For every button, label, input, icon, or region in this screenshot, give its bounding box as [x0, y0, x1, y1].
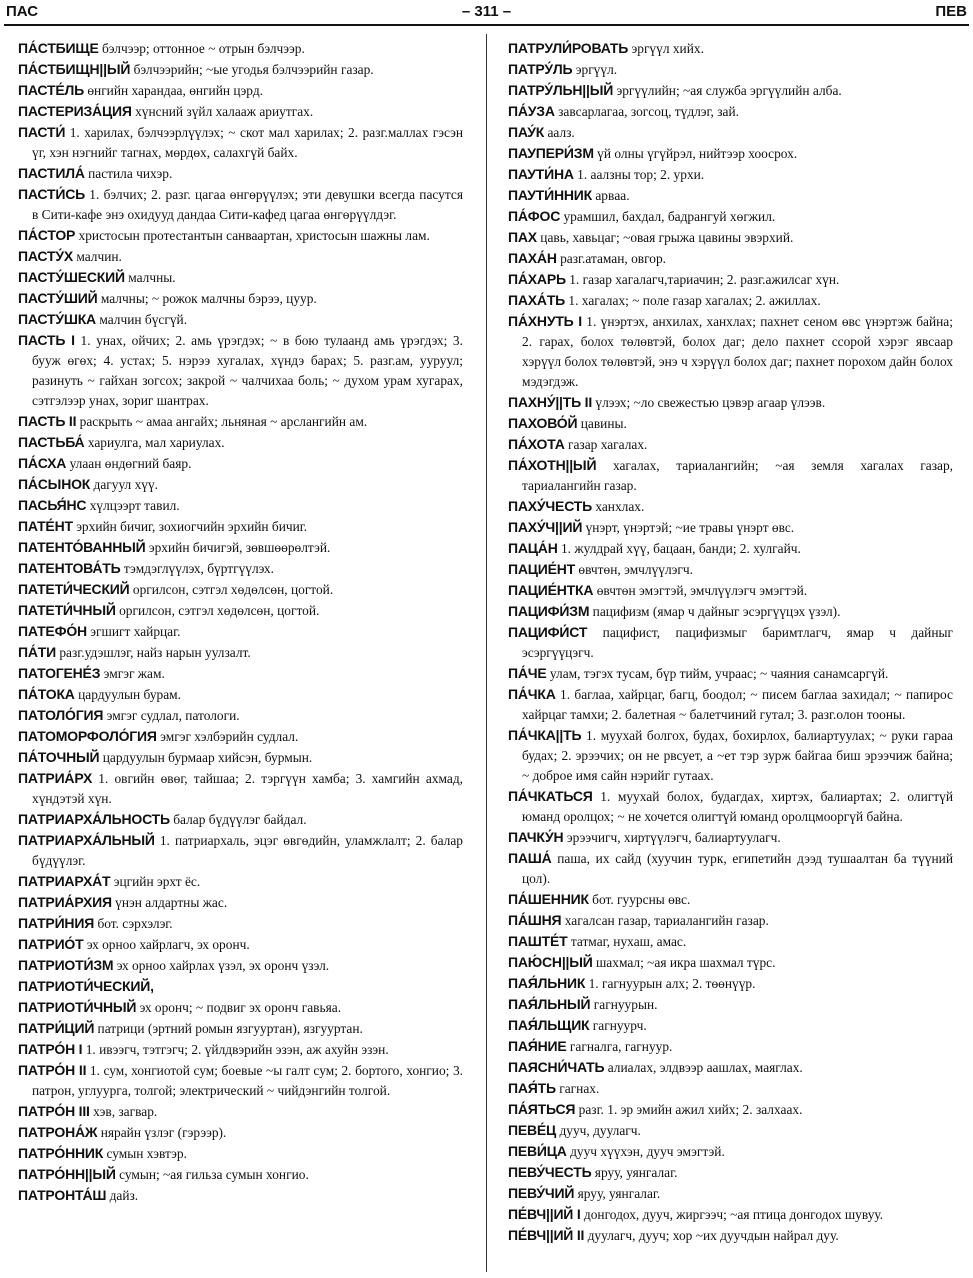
entry-headword: ПА́ШНЯ — [508, 912, 562, 928]
dictionary-entry — [508, 827, 953, 848]
dictionary-entry — [508, 1141, 953, 1162]
page-header — [0, 0, 973, 26]
entry-definition: оргилсон, сэтгэл хөдөлсөн, цогтой. — [119, 603, 320, 618]
entry-definition: эгшигт хайрцаг. — [90, 624, 181, 639]
entry-headword: ПАТЕТИ́ЧНЫЙ — [18, 602, 116, 618]
entry-definition: өнгийн харандаа, өнгийн цэрд. — [87, 83, 263, 98]
entry-definition: эргүүлийн; ~ая служба эргүүлийн алба. — [616, 83, 842, 98]
entry-headword: ПЕВЕ́Ц — [508, 1122, 557, 1138]
entry-headword: ПАТРИАРХА́ЛЬНЫЙ — [18, 832, 155, 848]
entry-definition: дууч хүүхэн, дууч эмэгтэй. — [570, 1144, 725, 1159]
dictionary-entry — [18, 1018, 463, 1039]
entry-headword: ПАТРИАРХА́Т — [18, 873, 111, 889]
dictionary-entry — [18, 768, 463, 809]
entry-headword: ПА́СТБИЩЕ — [18, 40, 99, 56]
entry-headword: ПАСТЬБА́ — [18, 434, 85, 450]
entry-definition: 1. унах, ойчих; 2. амь үрэгдэх; ~ в бою тулаанд амь үрэгдэх; 3. бууж өгөх; 4. устах; 5. нэрээ хугалах, хүндэ барах; 5. разг.ам, ууруул; разинуть ~ гайхан зогсох; закрой ~ чалчихаа боль; ~ духом урам хугарах, сэтгэлээр унах, зориг шантрах. — [32, 333, 463, 408]
entry-definition: хүлцээрт тавил. — [89, 498, 180, 513]
entry-definition: малчны; ~ рожок малчны бэрээ, цуур. — [100, 291, 317, 306]
entry-headword: ПАТЕНТО́ВАННЫЙ — [18, 539, 146, 555]
dictionary-entry — [508, 931, 953, 952]
entry-headword: ПЕВУ́ЧИЙ — [508, 1185, 575, 1201]
dictionary-entry — [508, 1015, 953, 1036]
entry-headword: ПАТЕТИ́ЧЕСКИЙ — [18, 581, 130, 597]
entry-definition: эцгийн эрхт ёс. — [113, 874, 201, 889]
dictionary-entry — [508, 269, 953, 290]
entry-definition: эх орноо хайрлагч, эх оронч. — [86, 937, 250, 952]
entry-headword: ПАХНУ́||ТЬ II — [508, 394, 593, 410]
dictionary-entry — [508, 1162, 953, 1183]
entry-headword: ПЕВУ́ЧЕСТЬ — [508, 1164, 592, 1180]
left-column — [18, 38, 463, 1206]
dictionary-entry — [18, 621, 463, 642]
entry-headword: ПАТРИА́РХ — [18, 770, 93, 786]
dictionary-entry — [508, 59, 953, 80]
entry-headword: ПАЦИЕ́НТ — [508, 561, 576, 577]
entry-headword: ПАХОВО́Й — [508, 415, 578, 431]
dictionary-entry — [18, 642, 463, 663]
entry-headword: ПА́СТОР — [18, 227, 76, 243]
entry-headword: ПАЯ́ЛЬНЫЙ — [508, 996, 591, 1012]
entry-headword: ПАУ́К — [508, 124, 545, 140]
entry-headword: ПАТРИ́НИЯ — [18, 915, 95, 931]
dictionary-entry — [18, 600, 463, 621]
dictionary-entry — [508, 227, 953, 248]
entry-definition: үлээх; ~ло свежестью цэвэр агаар үлээв. — [595, 395, 826, 410]
dictionary-entry — [508, 1120, 953, 1141]
entry-headword: ПА́ЧКА||ТЬ — [508, 727, 582, 743]
entry-definition: сумын; ~ая гильза сумын хонгио. — [119, 1167, 309, 1182]
entry-definition: эх оронч; ~ подвиг эх оронч гавьяа. — [139, 1000, 342, 1015]
entry-headword: ПАУТИ́НА — [508, 166, 574, 182]
entry-definition: гагнуурч. — [592, 1018, 647, 1033]
entry-headword: ПАТРУ́ЛЬ — [508, 61, 573, 77]
entry-definition: бэлчээр; оттонное ~ отрын бэлчээр. — [101, 41, 305, 56]
dictionary-entry — [18, 267, 463, 288]
entry-headword: ПАТРО́НН||ЫЙ — [18, 1166, 116, 1182]
entry-definition: урамшил, бахдал, бадрангуй хөгжил. — [563, 209, 776, 224]
dictionary-entry — [18, 684, 463, 705]
dictionary-entry — [18, 1164, 463, 1185]
entry-headword: ПА́УЗА — [508, 103, 555, 119]
entry-definition: малчин бүсгүй. — [99, 312, 188, 327]
entry-definition: 1. гагнуурын алх; 2. төөнүүр. — [588, 976, 756, 991]
entry-definition: эргүүл. — [575, 62, 618, 77]
entry-definition: оргилсон, сэтгэл хөдөлсөн, цогтой. — [132, 582, 334, 597]
page-number: – 311 – — [461, 3, 512, 20]
entry-headword: ПАСТИ́СЬ — [18, 186, 85, 202]
entry-definition: донгодох, дууч, жиргээч; ~ая птица донгодох шувуу. — [583, 1207, 884, 1222]
entry-headword: ПАЯСНИ́ЧАТЬ — [508, 1059, 605, 1075]
entry-definition: 1. жулдрай хүү, бацаан, банди; 2. хулгайч. — [560, 541, 801, 556]
dictionary-entry — [18, 309, 463, 330]
entry-definition: цардуулын бурам. — [78, 687, 181, 702]
entry-definition: 1. ивээгч, тэтгэгч; 2. үйлдвэрийн эзэн, аж ахуйн эзэн. — [85, 1042, 389, 1057]
entry-definition: паша, их сайд (хуучин турк, египетийн дээд тушаалтан ба түүний цол). — [522, 851, 953, 886]
entry-definition: эмгэг жам. — [103, 666, 165, 681]
entry-definition: 1. баглаа, хайрцаг, багц, боодол; ~ писем баглаа захидал; ~ папирос хайрцаг тамхи; 2. балетная ~ балетчиний гутал; 3. разг.олон тооны. — [522, 687, 953, 722]
dictionary-entry — [508, 559, 953, 580]
entry-headword: ПАСТЕРИЗА́ЦИЯ — [18, 103, 132, 119]
entry-headword: ПАТРО́ННИК — [18, 1145, 104, 1161]
entry-headword: ПА́ТОКА — [18, 686, 75, 702]
entry-headword: ПАТРОНТА́Ш — [18, 1187, 107, 1203]
dictionary-entry — [18, 705, 463, 726]
entry-headword: ПАСТУ́ШКА — [18, 311, 96, 327]
entry-definition: дайз. — [109, 1188, 139, 1203]
dictionary-entry — [508, 122, 953, 143]
entry-headword: ПАЧКУ́Н — [508, 829, 564, 845]
entry-headword: ПА́ШЕННИК — [508, 891, 589, 907]
entry-definition: эрээчигч, хиртүүлэгч, балиартуулагч. — [566, 830, 781, 845]
dictionary-entry — [18, 1143, 463, 1164]
entry-definition: хүнсний зүйл халааж ариутгах. — [135, 104, 314, 119]
entry-definition: цавь, хавьцаг; ~овая грыжа цавины эвэрхий. — [540, 230, 794, 245]
dictionary-entry — [508, 538, 953, 559]
entry-definition: эрхийн бичигэй, зөвшөөрөлтэй. — [148, 540, 331, 555]
dictionary-entry — [508, 496, 953, 517]
dictionary-entry — [508, 1036, 953, 1057]
entry-headword: ПАТРУЛИ́РОВАТЬ — [508, 40, 629, 56]
entry-headword: ПАТРИОТИ́ЗМ — [18, 957, 114, 973]
entry-definition: хэв, загвар. — [93, 1104, 158, 1119]
entry-definition: хариулга, мал хариулах. — [87, 435, 225, 450]
entry-definition: патрици (эртний ромын язгууртан), язгууртан. — [97, 1021, 363, 1036]
entry-headword: ПАТОГЕНЕ́З — [18, 665, 101, 681]
entry-definition: татмаг, нухаш, амас. — [570, 934, 687, 949]
entry-definition: эмгэг судлал, патологи. — [106, 708, 240, 723]
entry-definition: цавины. — [580, 416, 627, 431]
dictionary-entry — [508, 848, 953, 889]
dictionary-entry — [508, 185, 953, 206]
dictionary-entry — [18, 1122, 463, 1143]
dictionary-entry — [18, 997, 463, 1018]
dictionary-entry — [18, 558, 463, 579]
header-right-guideword: ПЕВ — [935, 3, 967, 20]
entry-definition: эргүүл хийх. — [631, 41, 704, 56]
column-divider — [486, 34, 487, 1272]
entry-definition: пацифист, пацифизмыг баримтлагч, ямар ч дайныг эсэргүүцэгч. — [522, 625, 953, 660]
entry-headword: ПАТЕНТОВА́ТЬ — [18, 560, 121, 576]
entry-definition: улаан өндөгний баяр. — [69, 456, 192, 471]
entry-headword: ПАТРУ́ЛЬН||ЫЙ — [508, 82, 614, 98]
entry-definition: өвчтөн эмэгтэй, эмчлүүлэгч эмэгтэй. — [596, 583, 808, 598]
dictionary-entry — [18, 976, 463, 997]
entry-definition: пастила чихэр. — [88, 166, 173, 181]
entry-definition: балар бүдүүлэг байдал. — [173, 812, 307, 827]
entry-definition: 1. бэлчих; 2. разг. цагаа өнгөрүүлэх; эти девушки всегда пасутся в Сити-кафе энэ охидууд дандаа Сити-кафед цагаа өнгөрүүлдэг. — [32, 187, 463, 222]
dictionary-entry — [18, 934, 463, 955]
dictionary-entry — [508, 684, 953, 725]
dictionary-entry — [18, 474, 463, 495]
entry-headword: ПА́СХА — [18, 455, 67, 471]
dictionary-entry — [18, 122, 463, 163]
entry-headword: ПА́СЫНОК — [18, 476, 91, 492]
entry-headword: ПА́ТОЧНЫЙ — [18, 749, 100, 765]
dictionary-entry — [18, 726, 463, 747]
entry-headword: ПАТРОНА́Ж — [18, 1124, 98, 1140]
dictionary-entry — [508, 580, 953, 601]
dictionary-entry — [18, 537, 463, 558]
entry-headword: ПА́ЧКА — [508, 686, 556, 702]
dictionary-entry — [18, 1039, 463, 1060]
entry-definition: яруу, уянгалаг. — [594, 1165, 678, 1180]
dictionary-entry — [18, 38, 463, 59]
entry-headword: ПА́ФОС — [508, 208, 561, 224]
entry-headword: ПАСТИЛА́ — [18, 165, 85, 181]
entry-definition: дагуул хүү. — [93, 477, 159, 492]
dictionary-entry — [18, 59, 463, 80]
entry-headword: ПАТРО́Н I — [18, 1041, 83, 1057]
dictionary-entry — [18, 184, 463, 225]
dictionary-entry — [508, 663, 953, 684]
dictionary-entry — [508, 101, 953, 122]
entry-headword: ПЕВИ́ЦА — [508, 1143, 567, 1159]
dictionary-entry — [508, 1099, 953, 1120]
entry-definition: хагалах, тариалангийн; ~ая земля хагалах газар, тариалангийн газар. — [522, 458, 954, 493]
entry-headword: ПА́ТИ — [18, 644, 56, 660]
entry-headword: ПЕ́ВЧ||ИЙ I — [508, 1206, 581, 1222]
entry-definition: нярайн үзлэг (гэрээр). — [100, 1125, 227, 1140]
dictionary-entry — [18, 246, 463, 267]
entry-definition: эрхийн бичиг, зохиогчийн эрхийн бичиг. — [76, 519, 308, 534]
entry-headword: ПАТЕФО́Н — [18, 623, 87, 639]
dictionary-entry — [18, 80, 463, 101]
entry-definition: цардуулын бурмаар хийсэн, бурмын. — [102, 750, 313, 765]
entry-definition: гагнах. — [559, 1081, 600, 1096]
dictionary-entry — [18, 809, 463, 830]
dictionary-entry — [508, 311, 953, 392]
dictionary-entry — [508, 889, 953, 910]
entry-definition: аалз. — [547, 125, 575, 140]
entry-definition: завсарлагаа, зогсоц, түдлэг, зай. — [558, 104, 739, 119]
entry-headword: ПА́ХАРЬ — [508, 271, 566, 287]
entry-definition: 1. патриархаль, эцэг өвгөдийн, уламжлалт; 2. балар бүдүүлэг. — [32, 833, 463, 868]
dictionary-entry — [508, 1204, 953, 1225]
entry-definition: гагналга, гагнуур. — [569, 1039, 673, 1054]
entry-definition: үнэрт, үнэртэй; ~ие травы үнэрт өвс. — [585, 520, 795, 535]
entry-headword: ПАЮ́СН||ЫЙ — [508, 954, 593, 970]
entry-definition: 1. сум, хонгиотой сум; боевые ~ы галт сум; 2. бортого, хонгио; 3. патрон, углуурга, толгой; электрический ~ чийдэнгийн толгой. — [32, 1063, 463, 1098]
entry-headword: ПАТРИОТИ́ЧНЫЙ — [18, 999, 137, 1015]
dictionary-entry — [18, 871, 463, 892]
dictionary-entry — [18, 225, 463, 246]
entry-definition: 1. муухай болгох, будах, бохирлох, балиартуулах; ~ руки гараа будах; 2. эрээчих; он не рвсует, а ~ет тэр зурж байгаа биш эрээчиж байна; ~ доброе имя сайн нэрийг гутаах. — [522, 728, 953, 783]
entry-headword: ПАТРО́Н III — [18, 1103, 90, 1119]
entry-headword: ПАСТЬ II — [18, 413, 77, 429]
entry-definition: ханхлах. — [595, 499, 645, 514]
entry-headword: ПА́ХОТН||ЫЙ — [508, 457, 597, 473]
dictionary-entry — [508, 80, 953, 101]
entry-headword: ПАСТУ́Х — [18, 248, 73, 264]
dictionary-entry — [508, 248, 953, 269]
entry-headword: ПАСЬЯ́НС — [18, 497, 87, 513]
entry-definition: эх орноо хайрлах үзэл, эх оронч үзэл. — [116, 958, 330, 973]
dictionary-entry — [18, 663, 463, 684]
entry-definition: 1. хагалах; ~ поле газар хагалах; 2. ажиллах. — [568, 293, 821, 308]
entry-headword: ПАЯ́ЛЬЩИК — [508, 1017, 590, 1033]
entry-definition: хагалсан газар, тариалангийн газар. — [564, 913, 769, 928]
entry-definition: 1. газар хагалагч,тариачин; 2. разг.ажилсаг хүн. — [569, 272, 840, 287]
entry-definition: дууч, дуулагч. — [559, 1123, 641, 1138]
entry-headword: ПАСТУ́ШИЙ — [18, 290, 98, 306]
entry-definition: үнэн алдартны жас. — [115, 895, 228, 910]
dictionary-entry — [18, 955, 463, 976]
entry-headword: ПАУТИ́ННИК — [508, 187, 592, 203]
entry-definition: разг.атаман, овгор. — [560, 251, 667, 266]
dictionary-entry — [508, 206, 953, 227]
dictionary-entry — [508, 601, 953, 622]
entry-headword: ПАУПЕРИ́ЗМ — [508, 145, 594, 161]
entry-headword: ПАХА́Н — [508, 250, 557, 266]
dictionary-entry — [18, 892, 463, 913]
entry-definition: бот. сэрхэлэг. — [97, 916, 173, 931]
entry-headword: ПАША́ — [508, 850, 552, 866]
dictionary-entry — [18, 1101, 463, 1122]
entry-definition: 1. харилах, бэлчээрлүүлэх; ~ скот мал харилах; 2. разг.маллах гэсэн үг, хэн нэгнийг тагнах, мөрдөх, салахгүй байх. — [32, 125, 463, 160]
entry-headword: ПАСТЕ́ЛЬ — [18, 82, 84, 98]
entry-headword: ПАШТЕ́Т — [508, 933, 568, 949]
entry-definition: бот. гуурсны өвс. — [592, 892, 691, 907]
entry-headword: ПА́СТБИЩН||ЫЙ — [18, 61, 131, 77]
dictionary-entry — [508, 1183, 953, 1204]
entry-headword: ПАТРО́Н II — [18, 1062, 87, 1078]
entry-headword: ПА́ЧКАТЬСЯ — [508, 788, 593, 804]
entry-headword: ПАХУ́ЧЕСТЬ — [508, 498, 592, 514]
dictionary-entry — [508, 517, 953, 538]
entry-headword: ПАТРИОТИ́ЧЕСКИЙ, — [18, 978, 154, 994]
entry-definition: яруу, уянгалаг. — [577, 1186, 661, 1201]
entry-definition: үй олны үгүйрэл, нийтээр хоосрох. — [597, 146, 798, 161]
header-left-guideword: ПАС — [6, 3, 39, 20]
dictionary-entry — [508, 164, 953, 185]
entry-definition: гагнуурын. — [593, 997, 658, 1012]
entry-headword: ПАЦИФИ́СТ — [508, 624, 588, 640]
dictionary-entry — [508, 1225, 953, 1246]
entry-headword: ПАХ — [508, 229, 537, 245]
dictionary-entry — [18, 830, 463, 871]
entry-headword: ПАТЕ́НТ — [18, 518, 73, 534]
entry-definition: 1. аалзны тор; 2. урхи. — [577, 167, 705, 182]
entry-headword: ПАЯ́ЛЬНИК — [508, 975, 586, 991]
entry-definition: сумын хэвтэр. — [106, 1146, 187, 1161]
entry-definition: бэлчээрийн; ~ые угодья бэлчээрийн газар. — [133, 62, 374, 77]
dictionary-entry — [18, 579, 463, 600]
entry-headword: ПЕ́ВЧ||ИЙ II — [508, 1227, 585, 1243]
dictionary-entry — [18, 516, 463, 537]
entry-headword: ПАЦА́Н — [508, 540, 558, 556]
dictionary-entry — [18, 747, 463, 768]
entry-definition: дуулагч, дууч; хор ~их дуучдын найрал дуу. — [587, 1228, 839, 1243]
entry-headword: ПАХА́ТЬ — [508, 292, 566, 308]
dictionary-entry — [508, 455, 953, 496]
dictionary-entry — [508, 392, 953, 413]
dictionary-entry — [508, 786, 953, 827]
dictionary-entry — [18, 101, 463, 122]
entry-headword: ПАХУ́Ч||ИЙ — [508, 519, 583, 535]
dictionary-entry — [508, 622, 953, 663]
entry-definition: өвчтөн, эмчлүүлэгч. — [578, 562, 693, 577]
entry-definition: малчны. — [128, 270, 176, 285]
entry-headword: ПА́ХНУТЬ I — [508, 313, 582, 329]
dictionary-entry — [508, 973, 953, 994]
dictionary-entry — [508, 290, 953, 311]
right-column — [508, 38, 953, 1246]
dictionary-entry — [18, 453, 463, 474]
entry-headword: ПАТОМОРФОЛО́ГИЯ — [18, 728, 157, 744]
entry-headword: ПАСТУ́ШЕСКИЙ — [18, 269, 125, 285]
dictionary-entry — [508, 910, 953, 931]
entry-headword: ПАСТИ́ — [18, 124, 66, 140]
entry-headword: ПАЦИФИ́ЗМ — [508, 603, 590, 619]
dictionary-entry — [18, 495, 463, 516]
entry-definition: эмгэг хэлбэрийн судлал. — [160, 729, 299, 744]
dictionary-entry — [18, 288, 463, 309]
entry-definition: 1. овгийн өвөг, тайшаа; 2. тэргүүн хамба; 3. хамгийн ахмад, хүндэтэй хүн. — [32, 771, 463, 806]
dictionary-entry — [508, 434, 953, 455]
entry-headword: ПА́ХОТА — [508, 436, 565, 452]
dictionary-entry — [508, 1078, 953, 1099]
entry-headword: ПАТРИАРХА́ЛЬНОСТЬ — [18, 811, 170, 827]
entry-headword: ПА́ЯТЬСЯ — [508, 1101, 576, 1117]
entry-definition: 1. муухай болох, будагдах, хиртэх, балиартах; 2. олигтүй юманд оролцох; ~ не хочется олигтүй юманд оролцмооргүй байна. — [522, 789, 953, 824]
entry-headword: ПАТРИО́Т — [18, 936, 84, 952]
entry-definition: 1. үнэртэх, анхилах, ханхлах; пахнет сеном өвс үнэртэж байна; 2. гарах, болох төлөвтэй, болох даг; дело пахнет ссорой хэрэг явсаар хэрүүл болох төлөвтэй, энэ ч хэрүүл болох даг; пахнет порохом дайн болох мэдэгдэж. — [522, 314, 953, 389]
dictionary-entry — [18, 1185, 463, 1206]
entry-headword: ПАТРИА́РХИЯ — [18, 894, 112, 910]
dictionary-entry — [18, 411, 463, 432]
entry-definition: шахмал; ~ая икра шахмал түрс. — [596, 955, 776, 970]
entry-headword: ПАТОЛО́ГИЯ — [18, 707, 104, 723]
entry-headword: ПАЦИЕ́НТКА — [508, 582, 594, 598]
dictionary-entry — [508, 143, 953, 164]
entry-definition: улам, тэгэх тусам, бүр тийм, учраас; ~ чаяния санамсаргүй. — [549, 666, 889, 681]
entry-definition: малчин. — [76, 249, 122, 264]
dictionary-entry — [18, 432, 463, 453]
entry-definition: христосын протестантын санваартан, христосын шажны лам. — [78, 228, 430, 243]
entry-headword: ПАТРИ́ЦИЙ — [18, 1020, 95, 1036]
dictionary-entry — [18, 163, 463, 184]
dictionary-entry — [508, 1057, 953, 1078]
dictionary-entry — [508, 952, 953, 973]
entry-definition: разг.удэшлэг, найз нарын уулзалт. — [59, 645, 251, 660]
entry-headword: ПАСТЬ I — [18, 332, 75, 348]
entry-definition: разг. 1. эр эмийн ажил хийх; 2. залхаах. — [578, 1102, 803, 1117]
dictionary-entry — [18, 913, 463, 934]
entry-definition: арвaa. — [595, 188, 630, 203]
dictionary-entry — [508, 38, 953, 59]
entry-definition: пацифизм (ямар ч дайныг эсэргүүцэх үзэл). — [592, 604, 841, 619]
entry-definition: алиалах, элдвээр аашлах, маяглах. — [607, 1060, 803, 1075]
header-rule — [4, 24, 969, 26]
entry-definition: раскрыть ~ амаа ангайх; льняная ~ арслангийн ам. — [79, 414, 368, 429]
dictionary-entry — [18, 1060, 463, 1101]
entry-definition: тэмдэглүүлэх, бүртгүүлэх. — [123, 561, 274, 576]
dictionary-entry — [508, 994, 953, 1015]
dictionary-entry — [18, 330, 463, 411]
dictionary-entry — [508, 413, 953, 434]
entry-headword: ПАЯ́НИЕ — [508, 1038, 567, 1054]
dictionary-entry — [508, 725, 953, 786]
entry-headword: ПА́ЧЕ — [508, 665, 547, 681]
entry-definition: газар хагалах. — [567, 437, 648, 452]
entry-headword: ПАЯ́ТЬ — [508, 1080, 556, 1096]
